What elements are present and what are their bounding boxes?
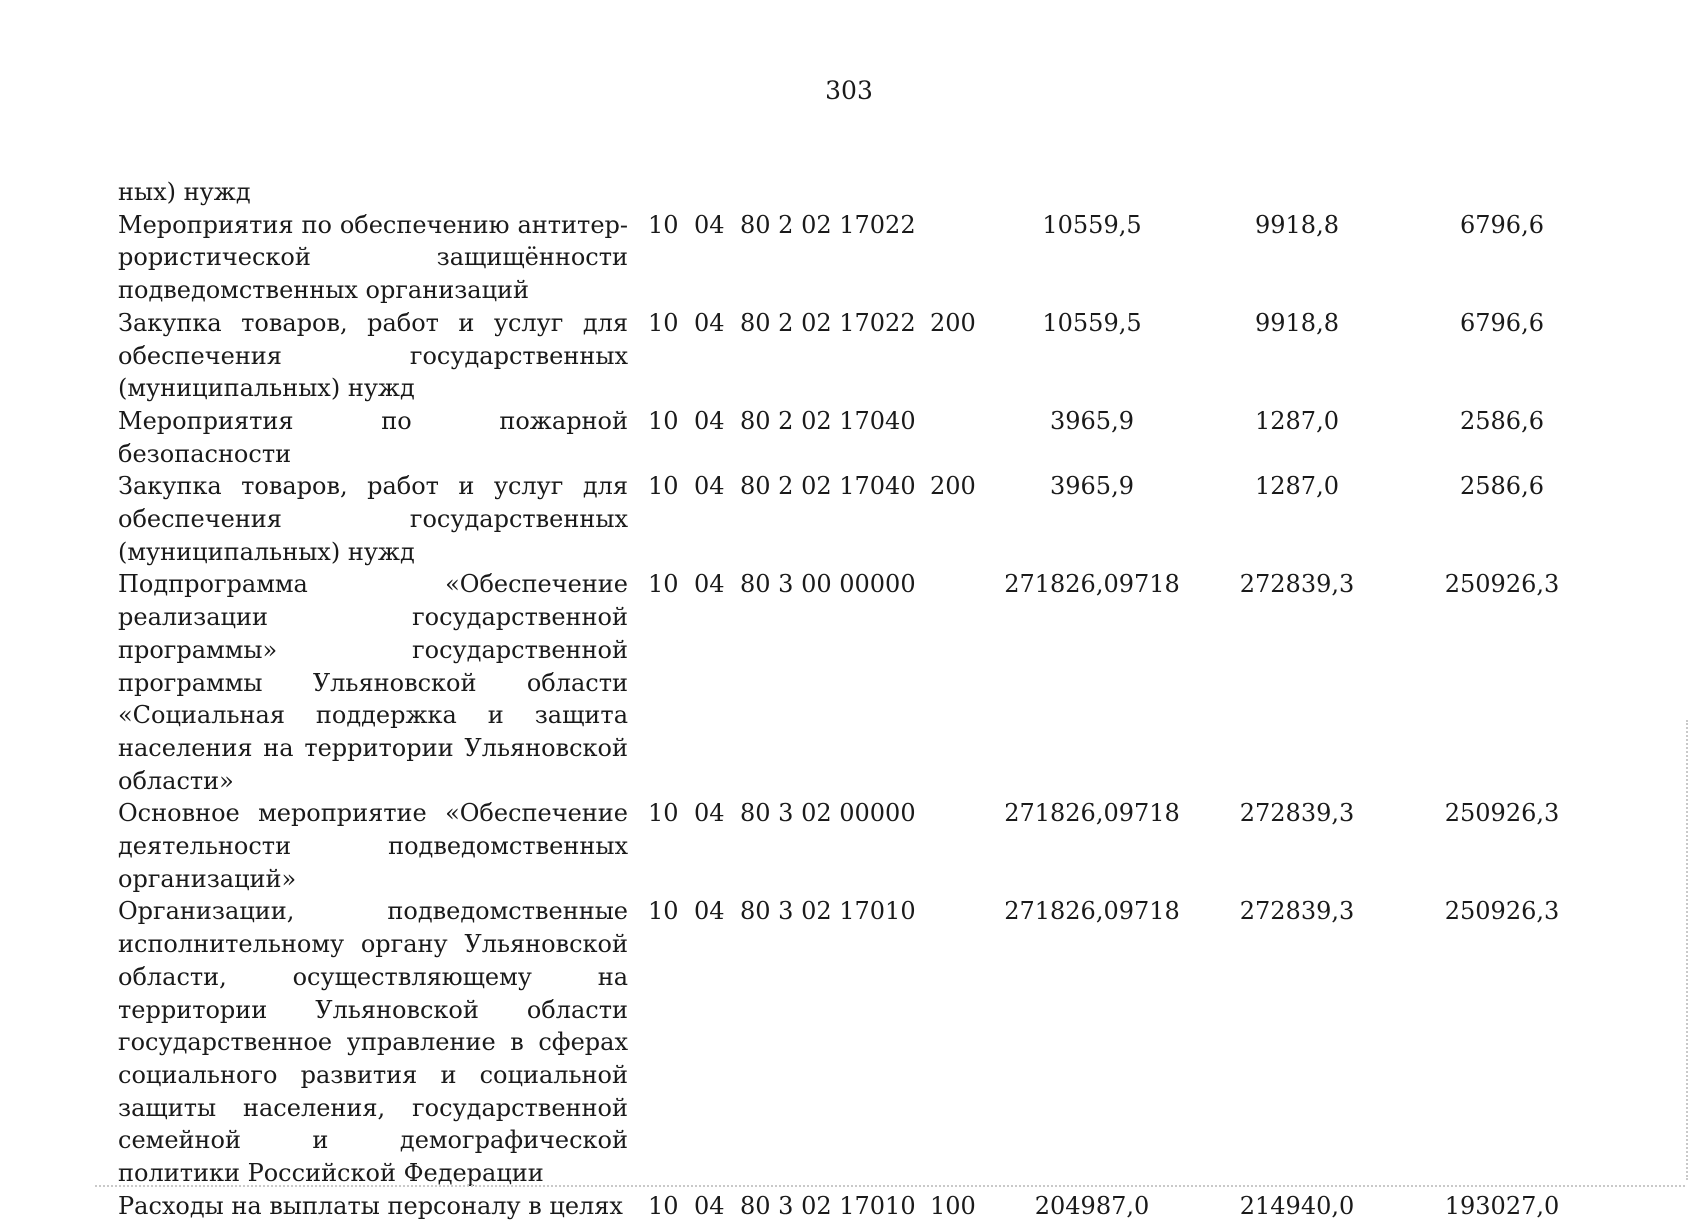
row-amount-year-1: 271826,09718 — [1004, 799, 1180, 828]
row-expense-type — [930, 176, 992, 209]
row-target-article: 80 2 02 17040 — [740, 472, 916, 501]
table-row — [118, 405, 1602, 470]
table-row — [118, 1190, 1602, 1223]
row-name: Подпрограмма «Обеспечение реализации государственной программы» государственной программы Ульяновской области «Социальная поддержка и защита населения на территории Ульяновской области» — [118, 570, 628, 795]
row-subsection-code: 04 — [694, 1191, 725, 1220]
row-subsection-code: 04 — [694, 570, 725, 599]
row-target-article: 80 2 02 17040 — [740, 406, 916, 435]
row-amount-year-3: 250926,3 — [1444, 570, 1560, 599]
row-subsection-code: 04 — [694, 799, 725, 828]
table-row — [118, 568, 1602, 797]
budget-table — [118, 176, 1602, 1223]
row-amount-year-1: 10559,5 — [1042, 308, 1142, 337]
row-amount-year-3 — [1402, 176, 1602, 209]
row-name: Основное мероприятие «Обеспечение деятельности подведомственных организаций» — [118, 799, 628, 893]
row-amount-year-3: 6796,6 — [1460, 308, 1544, 337]
table-body — [118, 176, 1602, 1223]
row-amount-year-1 — [992, 176, 1192, 209]
row-name: Закупка товаров, работ и услуг для обеспечения государственных (муниципальных) нужд — [118, 472, 628, 566]
row-amount-year-2: 9918,8 — [1255, 308, 1339, 337]
row-name: Мероприятия по пожарной безопасности — [118, 406, 628, 468]
row-amount-year-3: 2586,6 — [1460, 406, 1544, 435]
row-amount-year-2: 272839,3 — [1239, 570, 1355, 599]
row-amount-year-3: 2586,6 — [1460, 472, 1544, 501]
row-name: ных) нужд — [118, 178, 251, 206]
row-amount-year-3: 250926,3 — [1444, 799, 1560, 828]
row-amount-year-2: 272839,3 — [1239, 897, 1355, 926]
row-subsection-code: 04 — [694, 210, 725, 239]
row-amount-year-2: 272839,3 — [1239, 799, 1355, 828]
row-amount-year-3: 193027,0 — [1444, 1191, 1560, 1220]
row-section-code: 10 — [648, 570, 679, 599]
row-expense-type — [930, 895, 992, 1189]
row-amount-year-3: 250926,3 — [1444, 897, 1560, 926]
row-target-article: 80 3 02 17010 — [740, 1191, 916, 1220]
row-subsection-code: 04 — [694, 406, 725, 435]
table-row — [118, 307, 1602, 405]
row-amount-year-2 — [1192, 176, 1402, 209]
table-row — [118, 209, 1602, 307]
row-expense-type: 200 — [930, 472, 976, 501]
table-row — [118, 176, 1602, 209]
row-target-article — [740, 176, 930, 209]
row-section-code: 10 — [648, 308, 679, 337]
row-target-article: 80 3 02 00000 — [740, 799, 916, 828]
row-section-code: 10 — [648, 472, 679, 501]
row-expense-type: 200 — [930, 308, 976, 337]
row-section-code — [628, 176, 694, 209]
row-expense-type — [930, 405, 992, 470]
row-amount-year-1: 10559,5 — [1042, 210, 1142, 239]
row-section-code: 10 — [648, 799, 679, 828]
row-target-article: 80 2 02 17022 — [740, 210, 916, 239]
page-number: 303 — [825, 76, 873, 105]
row-amount-year-1: 204987,0 — [1034, 1191, 1150, 1220]
row-expense-type — [930, 797, 992, 895]
row-subsection-code: 04 — [694, 472, 725, 501]
row-amount-year-1: 271826,09718 — [1004, 570, 1180, 599]
row-section-code: 10 — [648, 406, 679, 435]
row-section-code: 10 — [648, 210, 679, 239]
row-amount-year-2: 1287,0 — [1255, 406, 1339, 435]
row-amount-year-1: 271826,09718 — [1004, 897, 1180, 926]
table-row — [118, 895, 1602, 1189]
row-name: Закупка товаров, работ и услуг для обеспечения государственных (муниципальных) нужд — [118, 308, 628, 403]
row-expense-type — [930, 209, 992, 307]
row-subsection-code: 04 — [694, 897, 725, 926]
row-target-article: 80 3 00 00000 — [740, 570, 916, 599]
row-subsection-code: 04 — [694, 308, 725, 337]
row-expense-type — [930, 568, 992, 797]
scan-edge-bottom — [95, 1185, 1685, 1187]
row-section-code: 10 — [648, 1191, 679, 1220]
row-amount-year-3: 6796,6 — [1460, 210, 1544, 239]
table-row — [118, 470, 1602, 568]
row-target-article: 80 3 02 17010 — [740, 897, 916, 926]
table-row — [118, 797, 1602, 895]
scan-edge-right — [1686, 720, 1688, 1180]
row-name: Организации, подведомственные исполнительному органу Ульяновской области, осуществляющему на территории Ульяновской области государственное управление в сферах социального развития и социальной защиты населения, государственной семейной и демографической политики Российской Федерации — [118, 897, 628, 1188]
row-target-article: 80 2 02 17022 — [740, 308, 916, 337]
row-amount-year-1: 3965,9 — [1050, 406, 1134, 435]
row-subsection-code — [694, 176, 740, 209]
row-amount-year-1: 3965,9 — [1050, 472, 1134, 501]
row-expense-type: 100 — [930, 1191, 976, 1220]
row-name: Мероприятия по обеспечению антитеррористической защищённости подведомственных организаций — [118, 210, 628, 305]
row-section-code: 10 — [648, 897, 679, 926]
row-amount-year-2: 1287,0 — [1255, 472, 1339, 501]
row-amount-year-2: 9918,8 — [1255, 210, 1339, 239]
row-amount-year-2: 214940,0 — [1239, 1191, 1355, 1220]
row-name: Расходы на выплаты персоналу в целях — [118, 1191, 623, 1220]
